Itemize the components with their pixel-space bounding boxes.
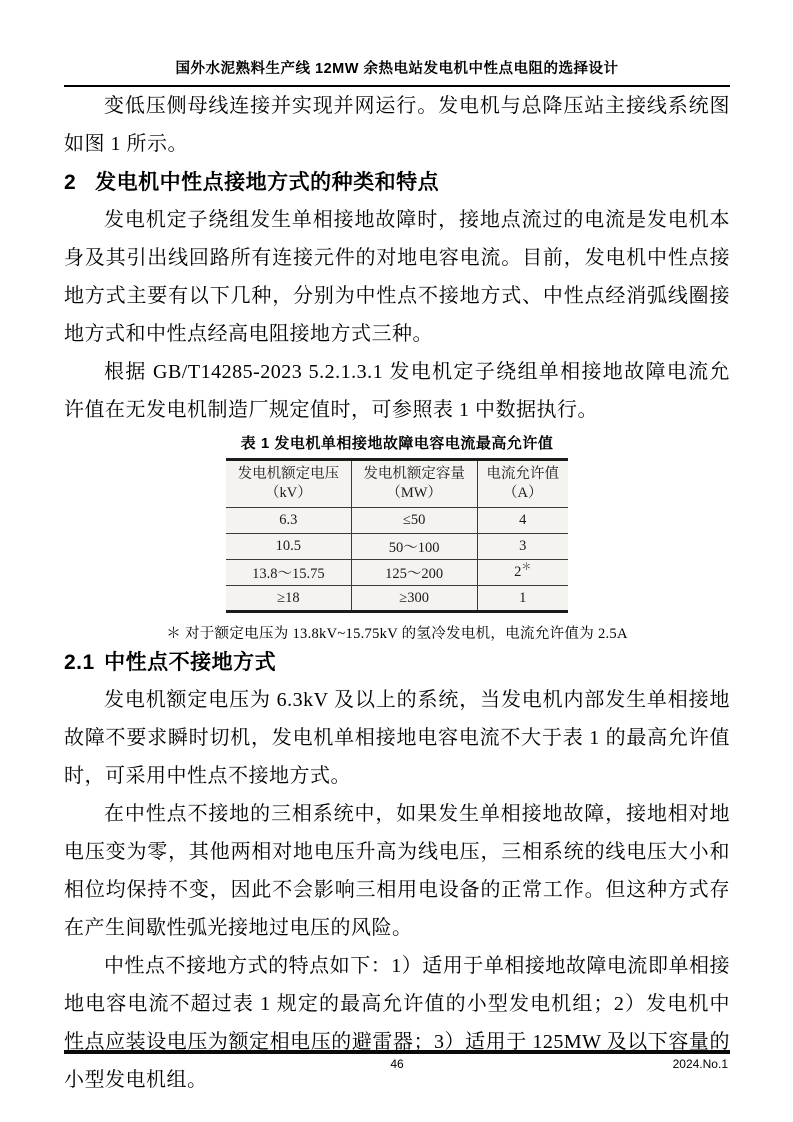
section-2-1-title: 中性点不接地方式 [104,651,277,674]
paragraph-section2-1: 发电机定子绕组发生单相接地故障时，接地点流过的电流是发电机本身及其引出线回路所有连接元件的对地电容电流。目前，发电机中性点接地方式主要有以下几种，分别为中性点不接地方式、中性点经消弧线圈接地方式和中性点经高电阻接地方式三种。 [64,209,730,345]
footnote-marker-superscript: ＊ [521,562,532,574]
table-header-row [226,460,568,508]
page-footer [64,1050,730,1072]
table-1-caption: 表 1 发电机单相接地故障电容电流最高允许值 [240,435,554,452]
cell-voltage: 6.3 [226,508,351,534]
table-row [226,508,568,534]
page-content [64,0,730,1099]
table-body [226,508,568,612]
table-row [226,560,568,586]
table-1-footnote: ＊ 对于额定电压为 13.8kV~15.75kV 的氢冷发电机，电流允许值为 2.5A [166,626,628,642]
table-row [226,586,568,612]
cell-current: 3 [477,534,568,560]
cell-voltage: 10.5 [226,534,351,560]
section-2-title: 发电机中性点接地方式的种类和特点 [95,171,440,194]
cell-voltage: ≥18 [226,586,351,612]
paragraph-section21-1: 发电机额定电压为 6.3kV 及以上的系统，当发电机内部发生单相接地故障不要求瞬时切机，发电机单相接地电容电流不大于表 1 的最高允许值时，可采用中性点不接地方式。 [64,689,730,787]
table-row [226,534,568,560]
column-header-rated-capacity: 发电机额定容量 （MW） [351,460,477,508]
paragraph-intro: 变低压侧母线连接并实现并网运行。发电机与总降压站主接线系统图如图 1 所示。 [64,95,730,155]
cell-capacity: ≤50 [351,508,477,534]
cell-current: 4 [477,508,568,534]
paragraph-section2-2: 根据 GB/T14285-2023 5.2.1.3.1 发电机定子绕组单相接地故障电流允许值在无发电机制造厂规定值时，可参照表 1 中数据执行。 [64,361,730,421]
table-1-container [64,458,730,613]
section-2-heading [64,168,730,198]
paragraph-section21-3: 中性点不接地方式的特点如下：1）适用于单相接地故障电流即单相接地电容电流不超过表 1 规定的最高允许值的小型发电机组；2）发电机中性点应装设电压为额定相电压的避雷器；3）适用于 125MW 及以下容量的小型发电机组。 [64,955,730,1091]
allowable-current-table [226,458,568,613]
cell-voltage: 13.8～15.75 [226,560,351,586]
section-2-1-number: 2.1 [64,651,95,674]
cell-capacity: 125～200 [351,560,477,586]
cell-current: 1 [477,586,568,612]
page-number: 46 [390,1057,404,1071]
column-header-rated-voltage: 发电机额定电压 （kV） [226,460,351,508]
cell-capacity: 50～100 [351,534,477,560]
cell-current: 2＊ [477,560,568,586]
table-header [226,460,568,508]
section-2-1-heading [64,648,730,678]
paragraph-section21-2: 在中性点不接地的三相系统中，如果发生单相接地故障，接地相对地电压变为零，其他两相对地电压升高为线电压，三相系统的线电压大小和相位均保持不变，因此不会影响三相用电设备的正常工作。但这种方式存在产生间歇性弧光接地过电压的风险。 [64,803,730,939]
column-header-allowable-current: 电流允许值 （A） [477,460,568,508]
cell-capacity: ≥300 [351,586,477,612]
section-2-number: 2 [64,171,77,194]
issue-label: 2024.No.1 [672,1057,728,1071]
running-header-title: 国外水泥熟料生产线 12MW 余热电站发电机中性点电阻的选择设计 [64,0,730,87]
